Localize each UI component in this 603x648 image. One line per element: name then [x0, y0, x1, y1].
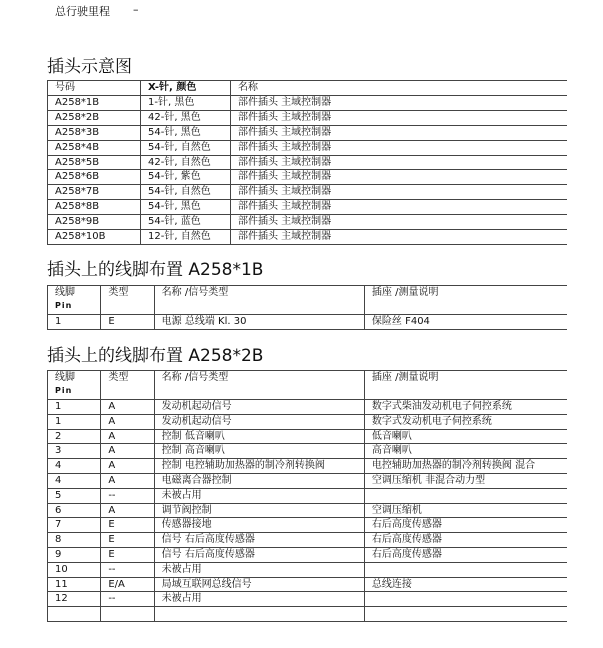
table-cell: 4 [48, 459, 101, 474]
table-cell: 保险丝 F404 [364, 315, 567, 330]
table-cell [364, 607, 567, 622]
table-row [48, 592, 568, 607]
table-row [48, 414, 568, 429]
table-row [48, 110, 568, 125]
table-cell: 10 [48, 562, 101, 577]
table-row [48, 95, 568, 110]
table-row [48, 562, 568, 577]
table-row [48, 230, 568, 245]
table-row [48, 200, 568, 215]
table-cell: 局域互联网总线信号 [154, 577, 364, 592]
table-row [48, 473, 568, 488]
table-cell: 9 [48, 547, 101, 562]
table-cell: 4 [48, 473, 101, 488]
table-row [48, 547, 568, 562]
table-cell: 54-针, 自然色 [141, 185, 231, 200]
table-row [48, 459, 568, 474]
pin-layout-2b-table [47, 370, 567, 622]
table-cell: 控制 电控辅助加热器的制冷剂转换阀 [154, 459, 364, 474]
table-cell: 数字式柴油发动机电子伺控系统 [364, 400, 567, 415]
header-note: 插座 /测量说明 [364, 286, 567, 315]
table-row [48, 185, 568, 200]
table-cell: 6 [48, 503, 101, 518]
table-cell: 8 [48, 533, 101, 548]
table-cell: A258*2B [48, 110, 141, 125]
pin-layout-1b-title: 插头上的线脚布置 A258*1B [47, 260, 264, 280]
table-cell: A258*4B [48, 140, 141, 155]
table-cell: 1 [48, 400, 101, 415]
table-cell [364, 592, 567, 607]
table-cell [101, 607, 154, 622]
table-cell: 电磁离合器控制 [154, 473, 364, 488]
table-row [48, 444, 568, 459]
table-cell: 未被占用 [154, 488, 364, 503]
table-row [48, 215, 568, 230]
table-row [48, 577, 568, 592]
table-cell: A258*3B [48, 125, 141, 140]
table-cell [364, 488, 567, 503]
header-number: 号码 [48, 81, 141, 96]
table-cell: 右后高度传感器 [364, 547, 567, 562]
table-header-row [48, 371, 568, 400]
table-cell: A258*7B [48, 185, 141, 200]
table-cell: 控制 低音喇叭 [154, 429, 364, 444]
table-row [48, 140, 568, 155]
header-signal: 名称 /信号类型 [154, 286, 364, 315]
table-cell: 部件插头 主域控制器 [231, 170, 568, 185]
table-cell: 部件插头 主域控制器 [231, 95, 568, 110]
header-type: 类型 [101, 286, 154, 315]
table-cell: 42-针, 自然色 [141, 155, 231, 170]
pin-layout-1b-table [47, 285, 567, 330]
table-cell: 1 [48, 414, 101, 429]
pin-layout-2b-title: 插头上的线脚布置 A258*2B [47, 346, 264, 366]
table-cell: 发动机起动信号 [154, 414, 364, 429]
table-cell: 右后高度传感器 [364, 518, 567, 533]
table-cell: 部件插头 主域控制器 [231, 215, 568, 230]
header-pin: 线脚 Pin [48, 286, 101, 315]
header-pin: 线脚 Pin [48, 371, 101, 400]
mileage-label: 总行驶里程 [55, 5, 110, 18]
table-cell: A [101, 473, 154, 488]
table-cell: 高音喇叭 [364, 444, 567, 459]
table-row [48, 315, 568, 330]
table-cell: 2 [48, 429, 101, 444]
table-cell: 54-针, 黑色 [141, 200, 231, 215]
table-row [48, 488, 568, 503]
table-cell: 54-针, 紫色 [141, 170, 231, 185]
table-cell: 传感器接地 [154, 518, 364, 533]
table-cell: 空调压缩机 [364, 503, 567, 518]
table-header-row [48, 81, 568, 96]
mileage-value: – [133, 3, 139, 16]
table-cell: 部件插头 主域控制器 [231, 140, 568, 155]
table-cell: 低音喇叭 [364, 429, 567, 444]
table-cell: A258*6B [48, 170, 141, 185]
table-cell: -- [101, 488, 154, 503]
table-cell: E [101, 518, 154, 533]
table-cell: 发动机起动信号 [154, 400, 364, 415]
table-cell: 54-针, 蓝色 [141, 215, 231, 230]
table-cell: 12 [48, 592, 101, 607]
table-row [48, 170, 568, 185]
table-cell: A [101, 414, 154, 429]
table-cell: 12-针, 自然色 [141, 230, 231, 245]
table-cell: 部件插头 主域控制器 [231, 155, 568, 170]
table-cell: 54-针, 自然色 [141, 140, 231, 155]
table-cell [154, 607, 364, 622]
table-cell: E/A [101, 577, 154, 592]
table-cell: A258*5B [48, 155, 141, 170]
table-cell: 电源 总线端 Kl. 30 [154, 315, 364, 330]
table-cell: 右后高度传感器 [364, 533, 567, 548]
table-cell: 1-针, 黑色 [141, 95, 231, 110]
table-cell: 5 [48, 488, 101, 503]
table-cell: 42-针, 黑色 [141, 110, 231, 125]
table-cell: A [101, 459, 154, 474]
connector-overview-table [47, 80, 567, 245]
table-row [48, 429, 568, 444]
table-cell: -- [101, 592, 154, 607]
table-row [48, 607, 568, 622]
table-row [48, 518, 568, 533]
table-cell: 7 [48, 518, 101, 533]
table-cell: 部件插头 主域控制器 [231, 125, 568, 140]
table-cell: 部件插头 主域控制器 [231, 200, 568, 215]
table-cell: 3 [48, 444, 101, 459]
table-cell: 信号 右后高度传感器 [154, 547, 364, 562]
table-cell: 空调压缩机 非混合动力型 [364, 473, 567, 488]
table-cell: 未被占用 [154, 562, 364, 577]
table-cell [364, 562, 567, 577]
header-signal: 名称 /信号类型 [154, 371, 364, 400]
table-cell: 1 [48, 315, 101, 330]
table-cell: A258*10B [48, 230, 141, 245]
table-cell: 部件插头 主域控制器 [231, 110, 568, 125]
table-cell: 54-针, 黑色 [141, 125, 231, 140]
table-header-row [48, 286, 568, 315]
connector-overview-title: 插头示意图 [47, 57, 132, 77]
table-row [48, 155, 568, 170]
header-pins-color: X-针, 颜色 [141, 81, 231, 96]
table-cell: A [101, 429, 154, 444]
table-cell: A258*8B [48, 200, 141, 215]
table-row [48, 125, 568, 140]
mileage-line [55, 3, 139, 19]
table-cell: A258*1B [48, 95, 141, 110]
table-cell: -- [101, 562, 154, 577]
table-cell: 部件插头 主域控制器 [231, 185, 568, 200]
table-cell: A [101, 400, 154, 415]
table-cell: A [101, 444, 154, 459]
table-cell: 信号 右后高度传感器 [154, 533, 364, 548]
table-cell: 数字式发动机电子伺控系统 [364, 414, 567, 429]
table-cell: E [101, 533, 154, 548]
table-cell: A [101, 503, 154, 518]
table-cell: 电控辅助加热器的制冷剂转换阀 混合 [364, 459, 567, 474]
table-cell [48, 607, 101, 622]
header-name: 名称 [231, 81, 568, 96]
table-cell: 控制 高音喇叭 [154, 444, 364, 459]
table-cell: 11 [48, 577, 101, 592]
table-cell: 调节阀控制 [154, 503, 364, 518]
table-row [48, 533, 568, 548]
header-type: 类型 [101, 371, 154, 400]
table-cell: A258*9B [48, 215, 141, 230]
table-cell: E [101, 547, 154, 562]
table-cell: 总线连接 [364, 577, 567, 592]
table-cell: E [101, 315, 154, 330]
table-row [48, 503, 568, 518]
table-row [48, 400, 568, 415]
table-cell: 未被占用 [154, 592, 364, 607]
table-cell: 部件插头 主域控制器 [231, 230, 568, 245]
header-note: 插座 /测量说明 [364, 371, 567, 400]
